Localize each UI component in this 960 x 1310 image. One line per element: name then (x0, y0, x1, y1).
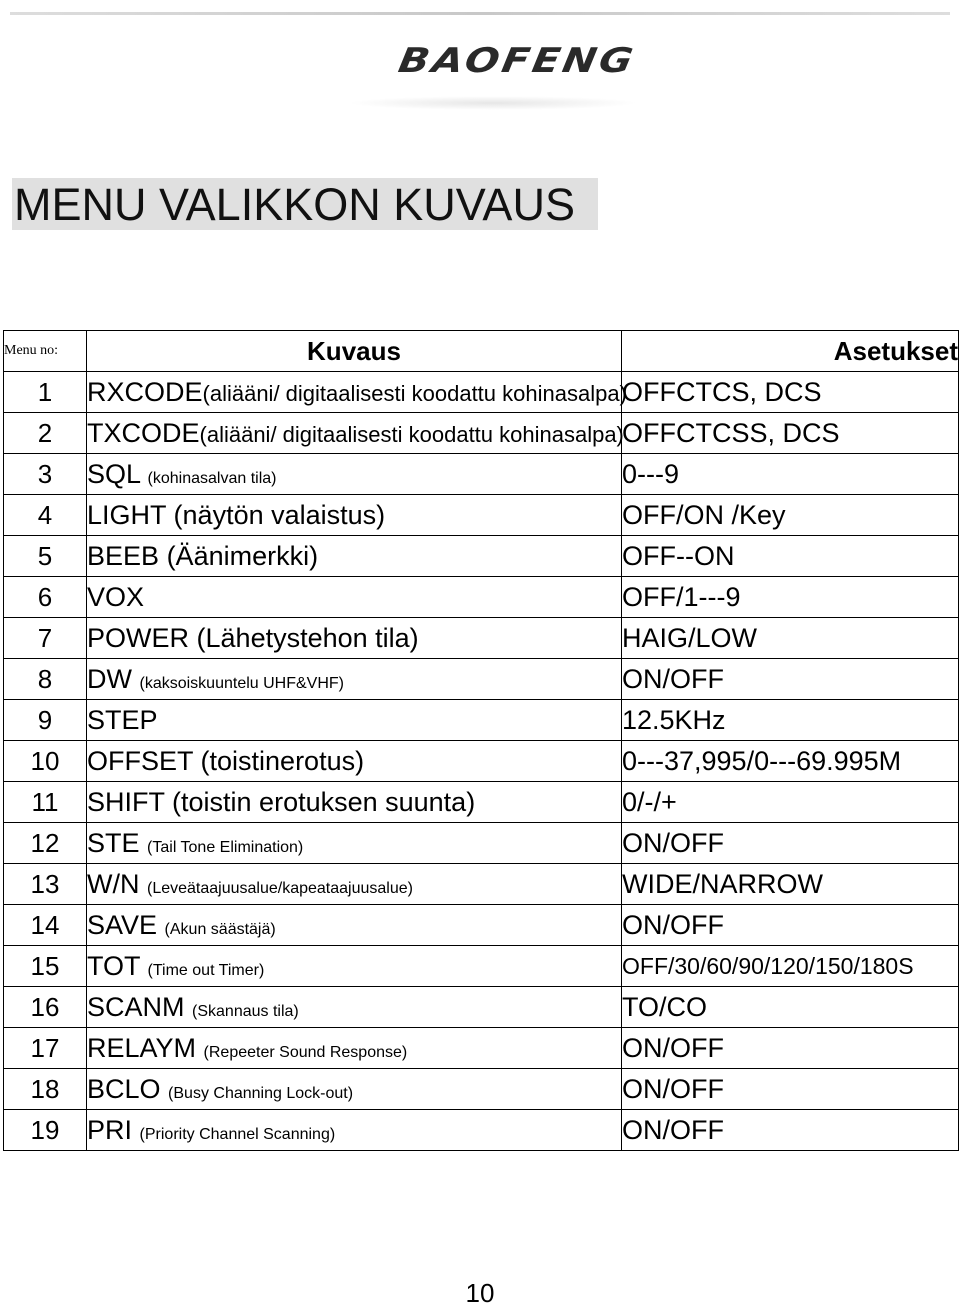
top-rule (10, 12, 950, 15)
menu-setting: OFF--ON (622, 536, 959, 577)
menu-item-name: SHIFT (87, 786, 165, 817)
menu-setting: ON/OFF (622, 905, 959, 946)
menu-item-name: RXCODE (87, 376, 203, 407)
menu-description (87, 905, 622, 946)
menu-item-name: LIGHT (87, 499, 167, 530)
menu-description (87, 1028, 622, 1069)
menu-table-body (4, 372, 959, 1151)
menu-item-name: STEP (87, 704, 158, 735)
menu-setting: ON/OFF (622, 1028, 959, 1069)
brand-logo (395, 38, 639, 84)
page-title: MENU VALIKKON KUVAUS (14, 179, 575, 230)
menu-setting: OFF/1---9 (622, 577, 959, 618)
table-row (4, 823, 959, 864)
menu-setting: ON/OFF (622, 1110, 959, 1151)
menu-number: 12 (4, 823, 87, 864)
menu-item-note: (Busy Channing Lock-out) (168, 1084, 354, 1102)
menu-item-note: (kaksoiskuuntelu UHF&VHF) (139, 674, 344, 692)
menu-item-name: VOX (87, 581, 145, 612)
table-row (4, 782, 959, 823)
brand-logo-text: BAOFENG (395, 41, 639, 81)
table-row (4, 905, 959, 946)
menu-item-name: BEEB (87, 540, 160, 571)
menu-item-name: SAVE (87, 909, 158, 940)
menu-item-name: STE (87, 827, 140, 858)
menu-item-note: (aliääni/ digitaalisesti koodattu kohinasalpa) (199, 421, 624, 447)
menu-item-name: DW (87, 663, 132, 694)
menu-number: 6 (4, 577, 87, 618)
table-header-row (4, 331, 959, 372)
menu-item-note: (Akun säästäjä) (164, 920, 276, 938)
menu-item-name: OFFSET (87, 745, 194, 776)
menu-number: 15 (4, 946, 87, 987)
table-row (4, 946, 959, 987)
menu-number: 3 (4, 454, 87, 495)
menu-number: 18 (4, 1069, 87, 1110)
menu-number: 8 (4, 659, 87, 700)
table-row (4, 454, 959, 495)
page-number: 10 (465, 1278, 495, 1308)
menu-setting: 0/-/+ (622, 782, 959, 823)
table-row (4, 577, 959, 618)
table-row (4, 1110, 959, 1151)
menu-number: 9 (4, 700, 87, 741)
menu-item-note: (aliääni/ digitaalisesti koodattu kohinasalpa) (202, 380, 627, 406)
menu-description (87, 454, 622, 495)
menu-number: 1 (4, 372, 87, 413)
header-menu-no: Menu no: (4, 331, 87, 372)
menu-item-name: POWER (87, 622, 190, 653)
table-row (4, 413, 959, 454)
table-row (4, 987, 959, 1028)
menu-item-note: (Repeeter Sound Response) (203, 1043, 408, 1061)
menu-number: 19 (4, 1110, 87, 1151)
menu-item-note: (Time out Timer) (147, 961, 265, 979)
menu-setting: 12.5KHz (622, 700, 959, 741)
menu-description (87, 1110, 622, 1151)
menu-description (87, 618, 622, 659)
menu-setting: OFF/ON /Key (622, 495, 959, 536)
menu-item-name: SQL (87, 458, 141, 489)
menu-item-name: PRI (87, 1114, 133, 1145)
menu-item-note: (Lähetystehon tila) (196, 622, 419, 653)
table-row (4, 741, 959, 782)
menu-setting: ON/OFF (622, 1069, 959, 1110)
menu-description (87, 495, 622, 536)
menu-item-note: (toistinerotus) (200, 745, 365, 776)
menu-number: 7 (4, 618, 87, 659)
menu-description (87, 372, 627, 413)
menu-description (87, 782, 622, 823)
menu-item-name: W/N (87, 868, 140, 899)
menu-item-note: (Priority Channel Scanning) (139, 1125, 336, 1143)
header-settings: Asetukset (622, 331, 959, 372)
menu-item-note: (Äänimerkki) (166, 540, 319, 571)
menu-description (87, 987, 622, 1028)
menu-description (87, 700, 622, 741)
menu-setting: WIDE/NARROW (622, 864, 959, 905)
menu-setting: TO/CO (622, 987, 959, 1028)
logo-shadow (348, 96, 638, 110)
table-row (4, 659, 959, 700)
menu-description (87, 659, 622, 700)
table-row (4, 495, 959, 536)
menu-item-note: (Skannaus tila) (192, 1002, 299, 1020)
menu-item-name: TXCODE (87, 417, 200, 448)
menu-item-note: (Leveätaajuusalue/kapeataajuusalue) (147, 879, 413, 897)
table-row (4, 864, 959, 905)
menu-setting: 0---9 (622, 454, 959, 495)
menu-number: 10 (4, 741, 87, 782)
menu-number: 11 (4, 782, 87, 823)
menu-description (87, 577, 622, 618)
menu-item-name: RELAYM (87, 1032, 197, 1063)
menu-description (87, 741, 622, 782)
menu-table (3, 330, 959, 1151)
menu-description (87, 536, 622, 577)
table-row (4, 700, 959, 741)
menu-item-name: BCLO (87, 1073, 161, 1104)
table-row (4, 618, 959, 659)
menu-setting: 0---37,995/0---69.995M (622, 741, 959, 782)
table-row (4, 536, 959, 577)
menu-item-name: TOT (87, 950, 141, 981)
header-description: Kuvaus (87, 331, 622, 372)
menu-item-name: SCANM (87, 991, 185, 1022)
menu-setting: OFFCTCS, DCS (622, 372, 959, 413)
menu-number: 4 (4, 495, 87, 536)
menu-item-note: (kohinasalvan tila) (147, 469, 277, 487)
menu-description (87, 823, 622, 864)
menu-number: 5 (4, 536, 87, 577)
table-row (4, 1028, 959, 1069)
menu-number: 13 (4, 864, 87, 905)
menu-description (87, 864, 622, 905)
menu-description (87, 413, 622, 454)
menu-description (87, 1069, 622, 1110)
menu-number: 14 (4, 905, 87, 946)
menu-setting: HAIG/LOW (622, 618, 959, 659)
menu-description (87, 946, 622, 987)
menu-number: 2 (4, 413, 87, 454)
menu-setting: OFFCTCSS, DCS (622, 413, 959, 454)
menu-item-note: (toistin erotuksen suunta) (172, 786, 476, 817)
table-row (4, 1069, 959, 1110)
table-row (4, 372, 959, 413)
menu-setting: ON/OFF (622, 823, 959, 864)
menu-setting: ON/OFF (622, 659, 959, 700)
menu-setting: OFF/30/60/90/120/150/180S (622, 946, 959, 987)
menu-item-note: (Tail Tone Elimination) (147, 838, 304, 856)
menu-number: 16 (4, 987, 87, 1028)
menu-number: 17 (4, 1028, 87, 1069)
menu-item-note: (näytön valaistus) (173, 499, 386, 530)
